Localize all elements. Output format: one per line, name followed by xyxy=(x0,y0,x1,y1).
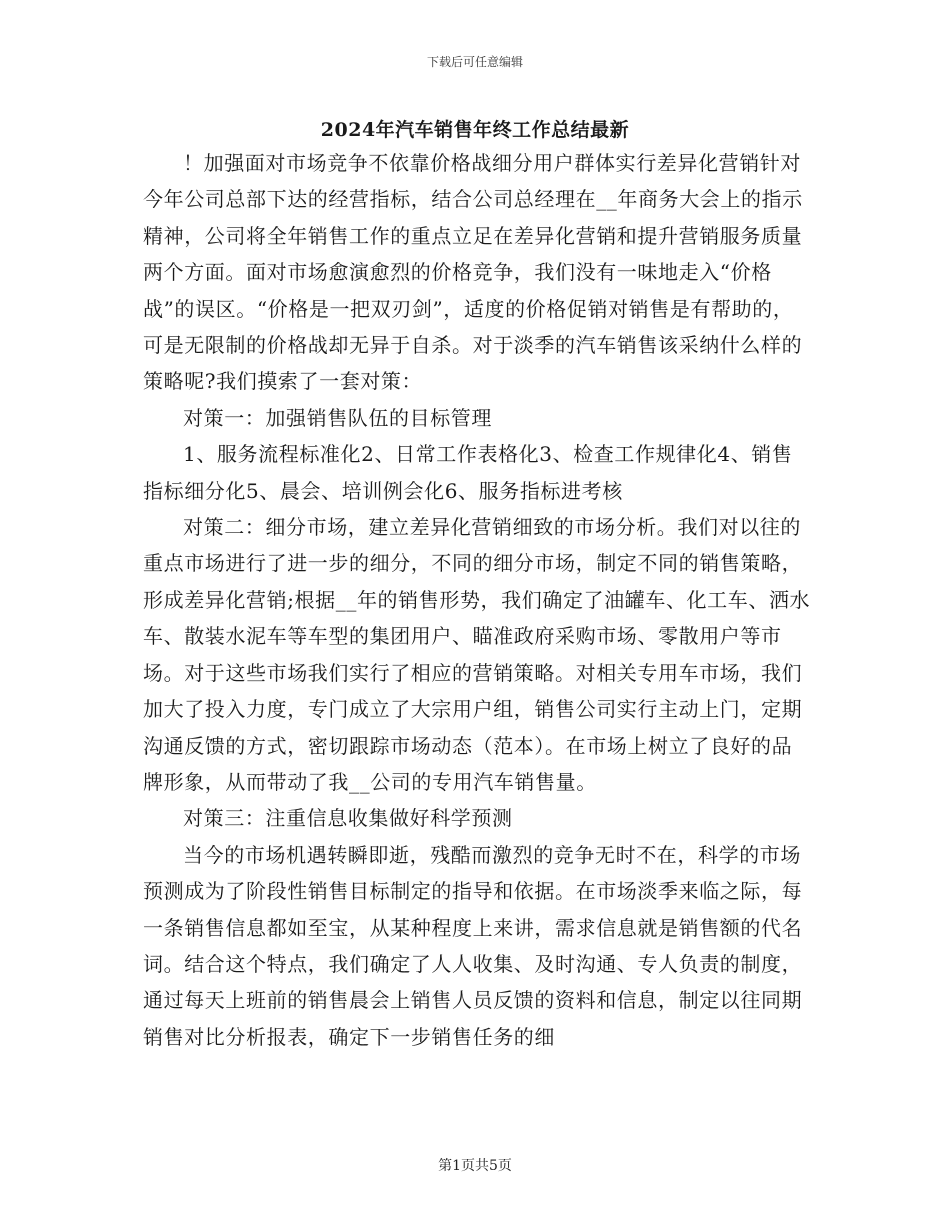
document-title: 2024年汽车销售年终工作总结最新 xyxy=(320,119,630,141)
page-number: 第1页共5页 xyxy=(438,1158,512,1174)
paragraph-strategy-two: 对策二：细分市场，建立差异化营销细致的市场分析。我们对以往的重点市场进行了进一步的细分，不同的细分市场，制定不同的销售策略，形成差异化营销;根据__年的销售形势，我们确定了油罐车、化工车、洒水车、散装水泥车等车型的集团用户、瞄准政府采购市场、零散用户等市场。对于这些市场我们实行了相应的营销策略。对相关专用车市场，我们加大了投入力度，专门成立了大宗用户组，销售公司实行主动上门，定期沟通反馈的方式，密切跟踪市场动态（范本）。在市场上树立了良好的品牌形象，从而带动了我__公司的专用汽车销售量。 xyxy=(143,515,811,794)
paragraph-strategy-three-heading: 对策三：注重信息收集做好科学预测 xyxy=(183,806,513,831)
paragraph-strategy-three-body: 当今的市场机遇转瞬即逝，残酷而激烈的竞争无时不在，科学的市场预测成为了阶段性销售目标制定的指导和依据。在市场淡季来临之际，每一条销售信息都如至宝，从某种程度上来讲，需求信息就是销售额的代名词。结合这个特点，我们确定了人人收集、及时沟通、专人负责的制度，通过每天上班前的销售晨会上销售人员反馈的资料和信息，制定以往同期销售对比分析报表，确定下一步销售任务的细 xyxy=(143,842,803,1049)
document-body xyxy=(143,145,811,1055)
paragraph-strategy-one-list: 1、服务流程标准化2、日常工作表格化3、检查工作规律化4、销售指标细分化5、晨会、培训例会化6、服务指标进考核 xyxy=(143,442,793,503)
header-note: 下载后可任意编辑 xyxy=(426,55,523,69)
paragraph-intro: ！加强面对市场竞争不依靠价格战细分用户群体实行差异化营销针对今年公司总部下达的经营指标，结合公司总经理在__年商务大会上的指示精神，公司将全年销售工作的重点立足在差异化营销和提升营销服务质量两个方面。面对市场愈演愈烈的价格竞争，我们没有一味地走入“价格战”的误区。“价格是一把双刃剑”，适度的价格促销对销售是有帮助的，可是无限制的价格战却无异于自杀。对于淡季的汽车销售该采纳什么样的策略呢?我们摸索了一套对策： xyxy=(143,151,803,394)
paragraph-strategy-one-heading: 对策一：加强销售队伍的目标管理 xyxy=(183,405,492,430)
